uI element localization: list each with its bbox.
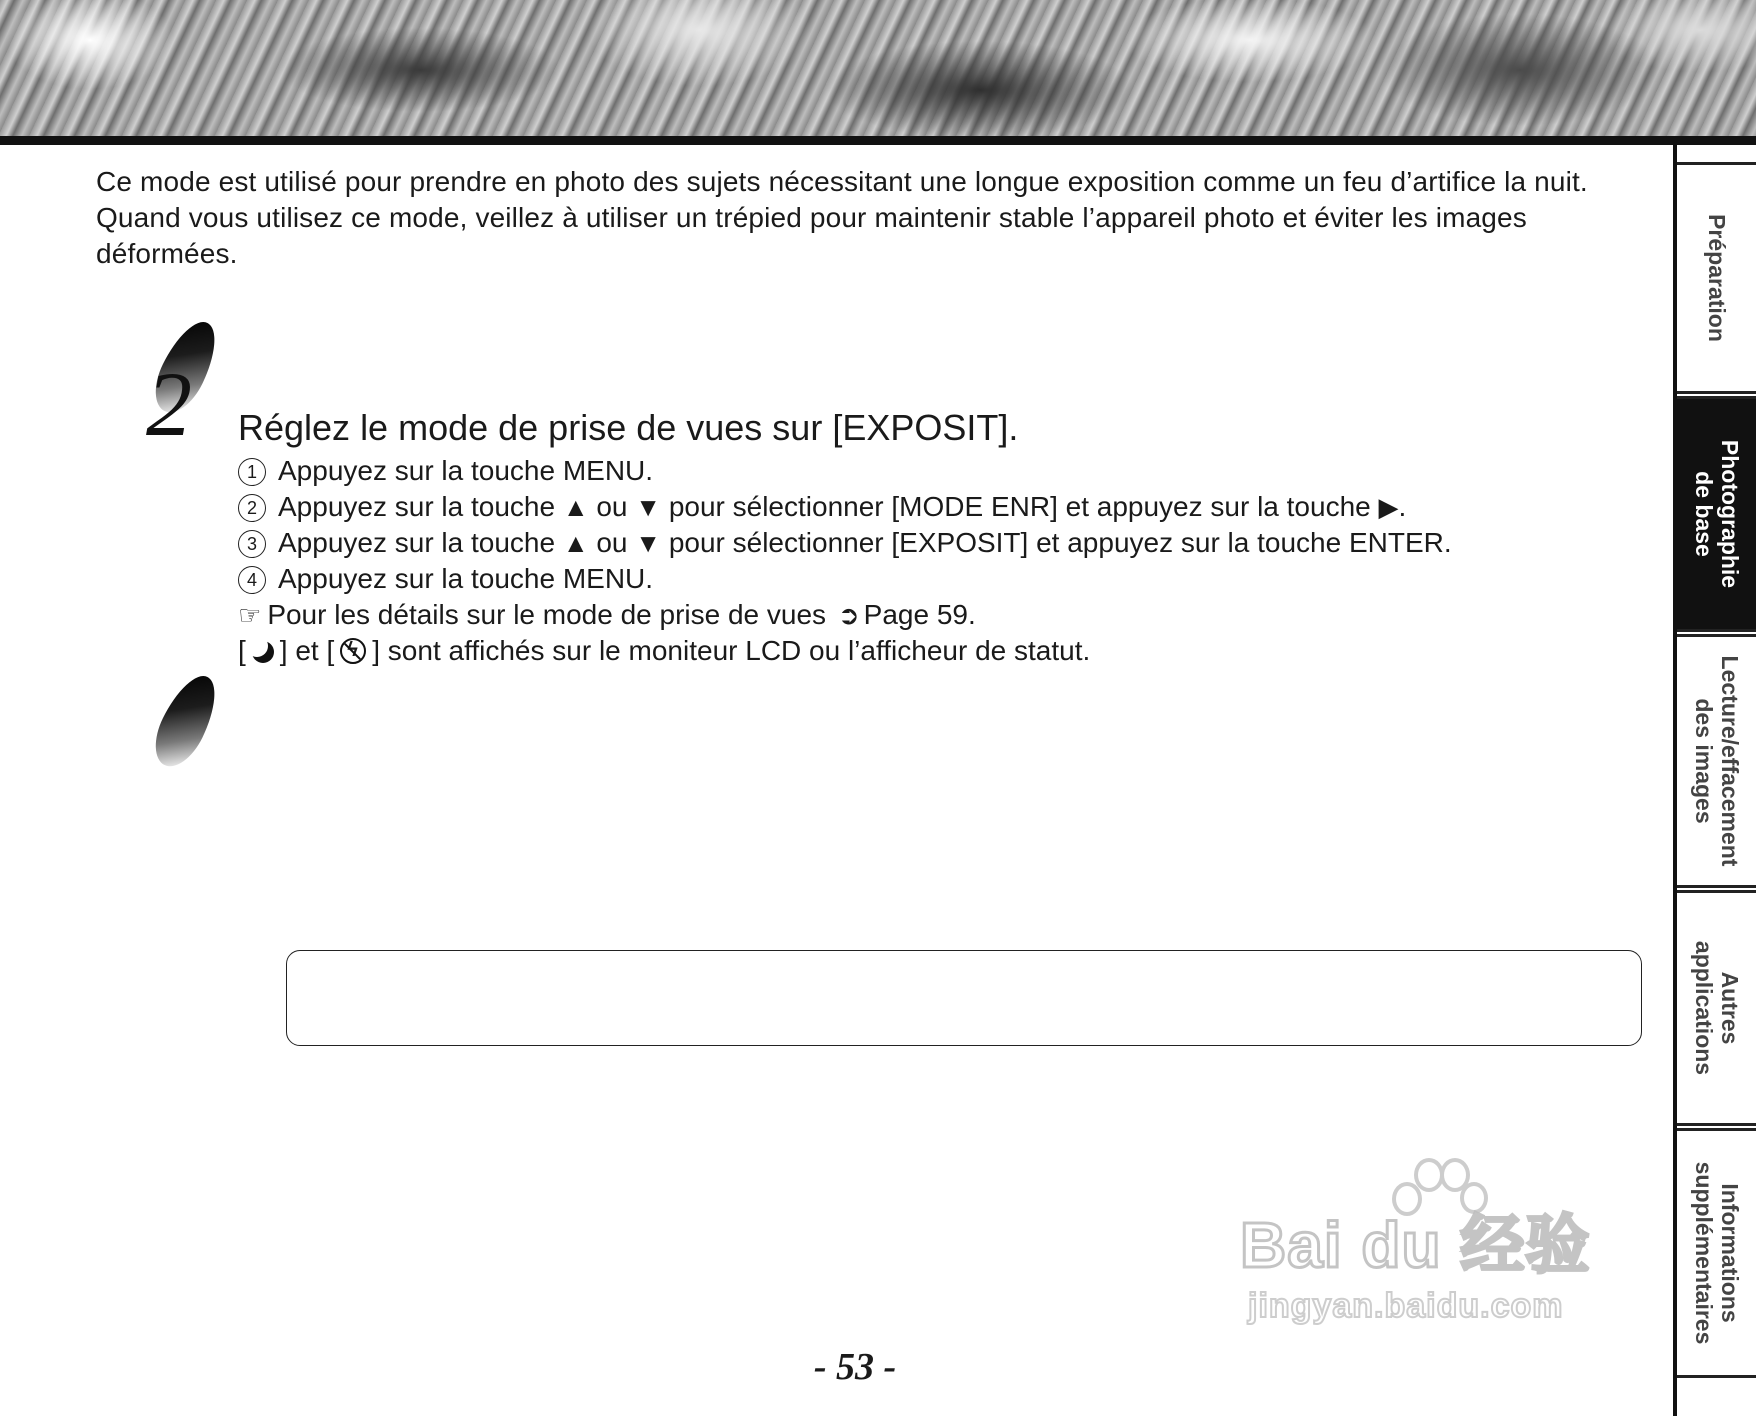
up-arrow-icon: ▲: [562, 492, 589, 522]
status-line: [238, 633, 1452, 669]
circled-number: 2: [238, 494, 266, 522]
tab-autres-applications[interactable]: [1677, 890, 1756, 1126]
tab-label: Informations supplémentaires: [1690, 1161, 1743, 1345]
down-arrow-icon: ▼: [635, 528, 662, 558]
circled-number: 4: [238, 566, 266, 594]
header-texture-band: [0, 0, 1756, 136]
instruction-text: Appuyez sur la touche MENU.: [278, 455, 654, 486]
right-arrow-icon: ▶: [1378, 492, 1399, 522]
note-box: [286, 950, 1642, 1046]
tab-label: Photographie de base: [1690, 439, 1743, 589]
down-arrow-icon: ▼: [635, 492, 662, 522]
tab-label: Lecture/effacement des images: [1690, 655, 1743, 867]
tab-informations-supplementaires[interactable]: [1677, 1128, 1756, 1378]
reference-text: Pour les détails sur le mode de prise de vues: [267, 599, 827, 630]
baidu-watermark: [1240, 1140, 1660, 1340]
up-arrow-icon: ▲: [562, 528, 589, 558]
tab-label: Préparation: [1703, 214, 1730, 342]
list-item: [238, 525, 1452, 561]
list-item: [238, 453, 1452, 489]
instruction-text: Appuyez sur la touche: [278, 491, 556, 522]
hand-pointer-icon: ☞: [238, 600, 262, 630]
instruction-text: ou: [596, 491, 628, 522]
instruction-text: Appuyez sur la touche MENU.: [278, 563, 654, 594]
instruction-text: pour sélectionner [MODE ENR] et appuyez sur la touche: [668, 491, 1371, 522]
watermark-url-text: jingyan.baidu.com: [1248, 1287, 1564, 1325]
step-instructions: [238, 453, 1452, 669]
brush-stroke-icon: [145, 667, 228, 774]
instruction-text: Appuyez sur la touche: [278, 527, 556, 558]
tab-label: Autres applications: [1690, 940, 1743, 1076]
page-reference-link[interactable]: Page 59.: [863, 599, 976, 630]
header-rule: [0, 136, 1756, 145]
step-title: Réglez le mode de prise de vues sur [EXPOSIT].: [238, 407, 1019, 448]
page-reference-arrow-icon: ➲: [837, 600, 860, 630]
list-item: [238, 489, 1452, 525]
instruction-text: ou: [596, 527, 628, 558]
flash-off-icon: [340, 638, 366, 664]
instruction-text: .: [1398, 491, 1407, 522]
tab-photographie-de-base[interactable]: [1677, 396, 1756, 632]
bracket-text: [: [238, 635, 246, 666]
circled-number: 3: [238, 530, 266, 558]
step-number: 2: [146, 353, 192, 455]
status-text: ] sont affichés sur le moniteur LCD ou l’afficheur de statut.: [372, 635, 1091, 666]
tab-lecture-effacement[interactable]: [1677, 634, 1756, 888]
circled-number: 1: [238, 458, 266, 486]
instruction-text: pour sélectionner [EXPOSIT] et appuyez sur la touche ENTER.: [668, 527, 1452, 558]
page-number: - 53 -: [813, 1346, 897, 1388]
list-item: [238, 561, 1452, 597]
reference-line: [238, 597, 1452, 633]
tab-preparation[interactable]: [1677, 162, 1756, 394]
intro-paragraph: Ce mode est utilisé pour prendre en photo des sujets nécessitant une longue exposition comme un feu d’artifice la nuit. Quand vous utilisez ce mode, veillez à utiliser un trépied pour maintenir stable l’appareil photo et éviter les images déformées.: [96, 166, 1588, 269]
status-text: ] et [: [279, 635, 335, 666]
watermark-main-text: Bai du 经验: [1240, 1209, 1591, 1281]
night-moon-icon: [252, 641, 274, 663]
